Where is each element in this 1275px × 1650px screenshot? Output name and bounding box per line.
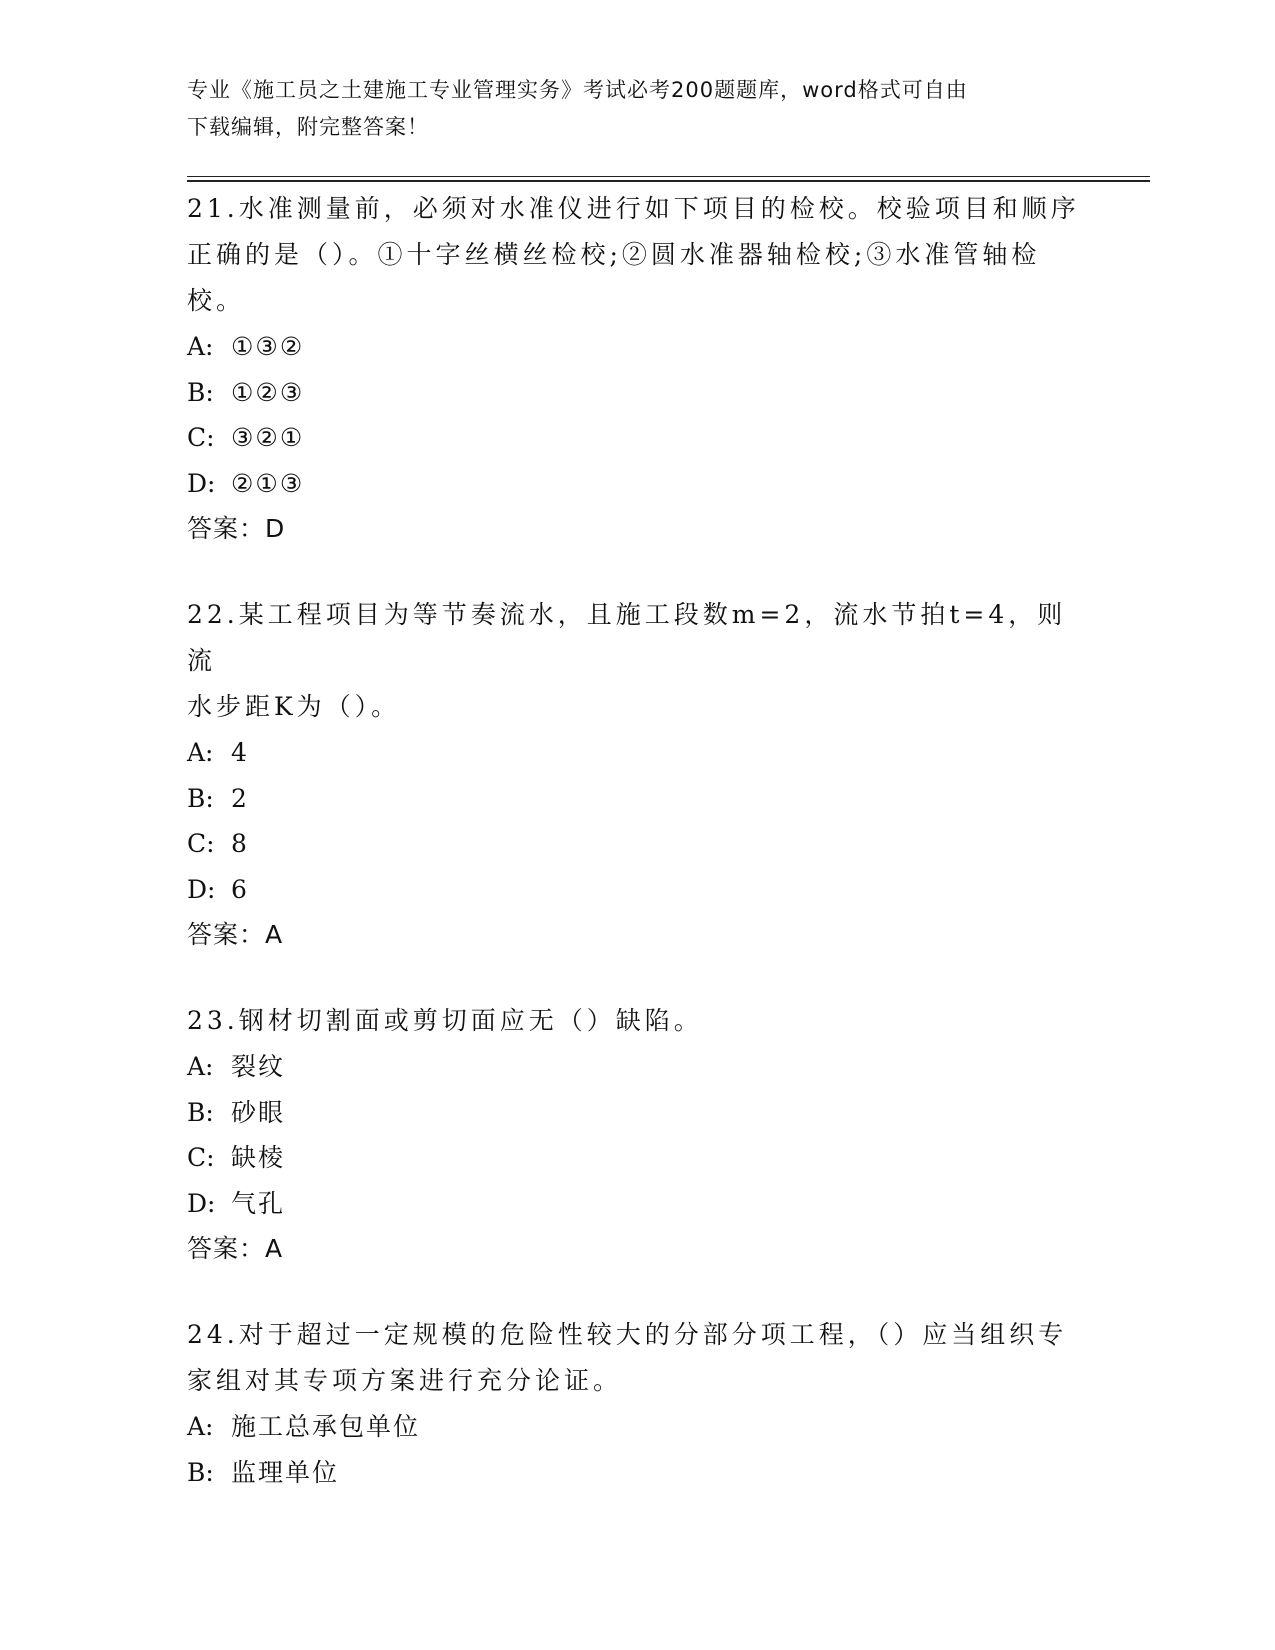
option-label: C: (187, 423, 215, 452)
stem-line: 24.对于超过一定规模的危险性较大的分部分项工程，（）应当组织专 (187, 1320, 1068, 1349)
option-text: ①③② (231, 332, 305, 361)
option-label: B: (187, 1457, 214, 1487)
option-label: A: (187, 738, 214, 767)
header-divider-thin (187, 176, 1150, 177)
option-d (187, 461, 1087, 507)
option-label: D: (187, 874, 216, 904)
stem-line: 23.钢材切割面或剪切面应无（）缺陷。 (187, 1006, 703, 1035)
option-c (187, 1135, 1087, 1181)
answer-line: 答案：D (187, 514, 286, 543)
option-label: B: (187, 377, 214, 407)
header-line-1: 专业《施工员之土建施工专业管理实务》考试必考200题题库，word格式可自由 (187, 78, 968, 102)
option-b (187, 776, 1087, 822)
header-divider-thick (187, 180, 1150, 182)
option-label: B: (187, 1097, 214, 1127)
answer-line: 答案：A (187, 1234, 284, 1263)
document-header (187, 72, 1087, 146)
question-stem (187, 186, 1087, 324)
option-b (187, 1450, 1087, 1496)
answer-line: 答案：A (187, 920, 284, 949)
option-label: A: (187, 1412, 214, 1441)
option-a (187, 324, 1087, 370)
option-c (187, 821, 1087, 867)
question-stem (187, 998, 1087, 1044)
option-text: 裂纹 (231, 1052, 286, 1081)
option-b (187, 1090, 1087, 1136)
option-text: 2 (231, 783, 249, 813)
stem-line: 正确的是（）。①十字丝横丝检校;②圆水准器轴检校;③水准管轴检 (187, 240, 1041, 269)
option-label: C: (187, 829, 215, 858)
question-item (187, 186, 1087, 552)
question-stem (187, 592, 1087, 730)
option-text: 监理单位 (231, 1457, 340, 1487)
option-a (187, 1404, 1087, 1450)
option-text: 气孔 (231, 1188, 286, 1218)
stem-line: 21.水准测量前，必须对水准仪进行如下项目的检校。校验项目和顺序 (187, 194, 1080, 223)
question-item (187, 998, 1087, 1272)
option-b (187, 370, 1087, 416)
option-text: 砂眼 (231, 1097, 286, 1127)
option-d (187, 867, 1087, 913)
option-text: 缺棱 (231, 1143, 286, 1172)
option-label: A: (187, 1052, 214, 1081)
stem-line: 水步距K为（）。 (187, 692, 401, 721)
stem-line: 家组对其专项方案进行充分论证。 (187, 1366, 623, 1395)
option-label: A: (187, 332, 214, 361)
stem-line: 校。 (187, 286, 246, 315)
option-c (187, 415, 1087, 461)
option-text: ①②③ (231, 377, 305, 407)
option-text: ③②① (231, 423, 305, 452)
option-label: B: (187, 783, 214, 813)
option-a (187, 1044, 1087, 1090)
option-text: 4 (231, 738, 249, 767)
option-text: 8 (231, 829, 249, 858)
header-line-2: 下载编辑，附完整答案！ (187, 115, 429, 139)
stem-line: 22.某工程项目为等节奏流水，且施工段数m=2，流水节拍t=4，则流 (187, 600, 1067, 675)
option-a (187, 730, 1087, 776)
option-d (187, 1181, 1087, 1227)
option-label: C: (187, 1143, 215, 1172)
option-text: 施工总承包单位 (231, 1412, 421, 1441)
question-list (187, 186, 1087, 1535)
option-label: D: (187, 468, 216, 498)
option-text: 6 (231, 874, 249, 904)
option-label: D: (187, 1188, 216, 1218)
question-item (187, 1312, 1087, 1495)
question-item (187, 592, 1087, 958)
option-text: ②①③ (231, 468, 305, 498)
question-stem (187, 1312, 1087, 1404)
